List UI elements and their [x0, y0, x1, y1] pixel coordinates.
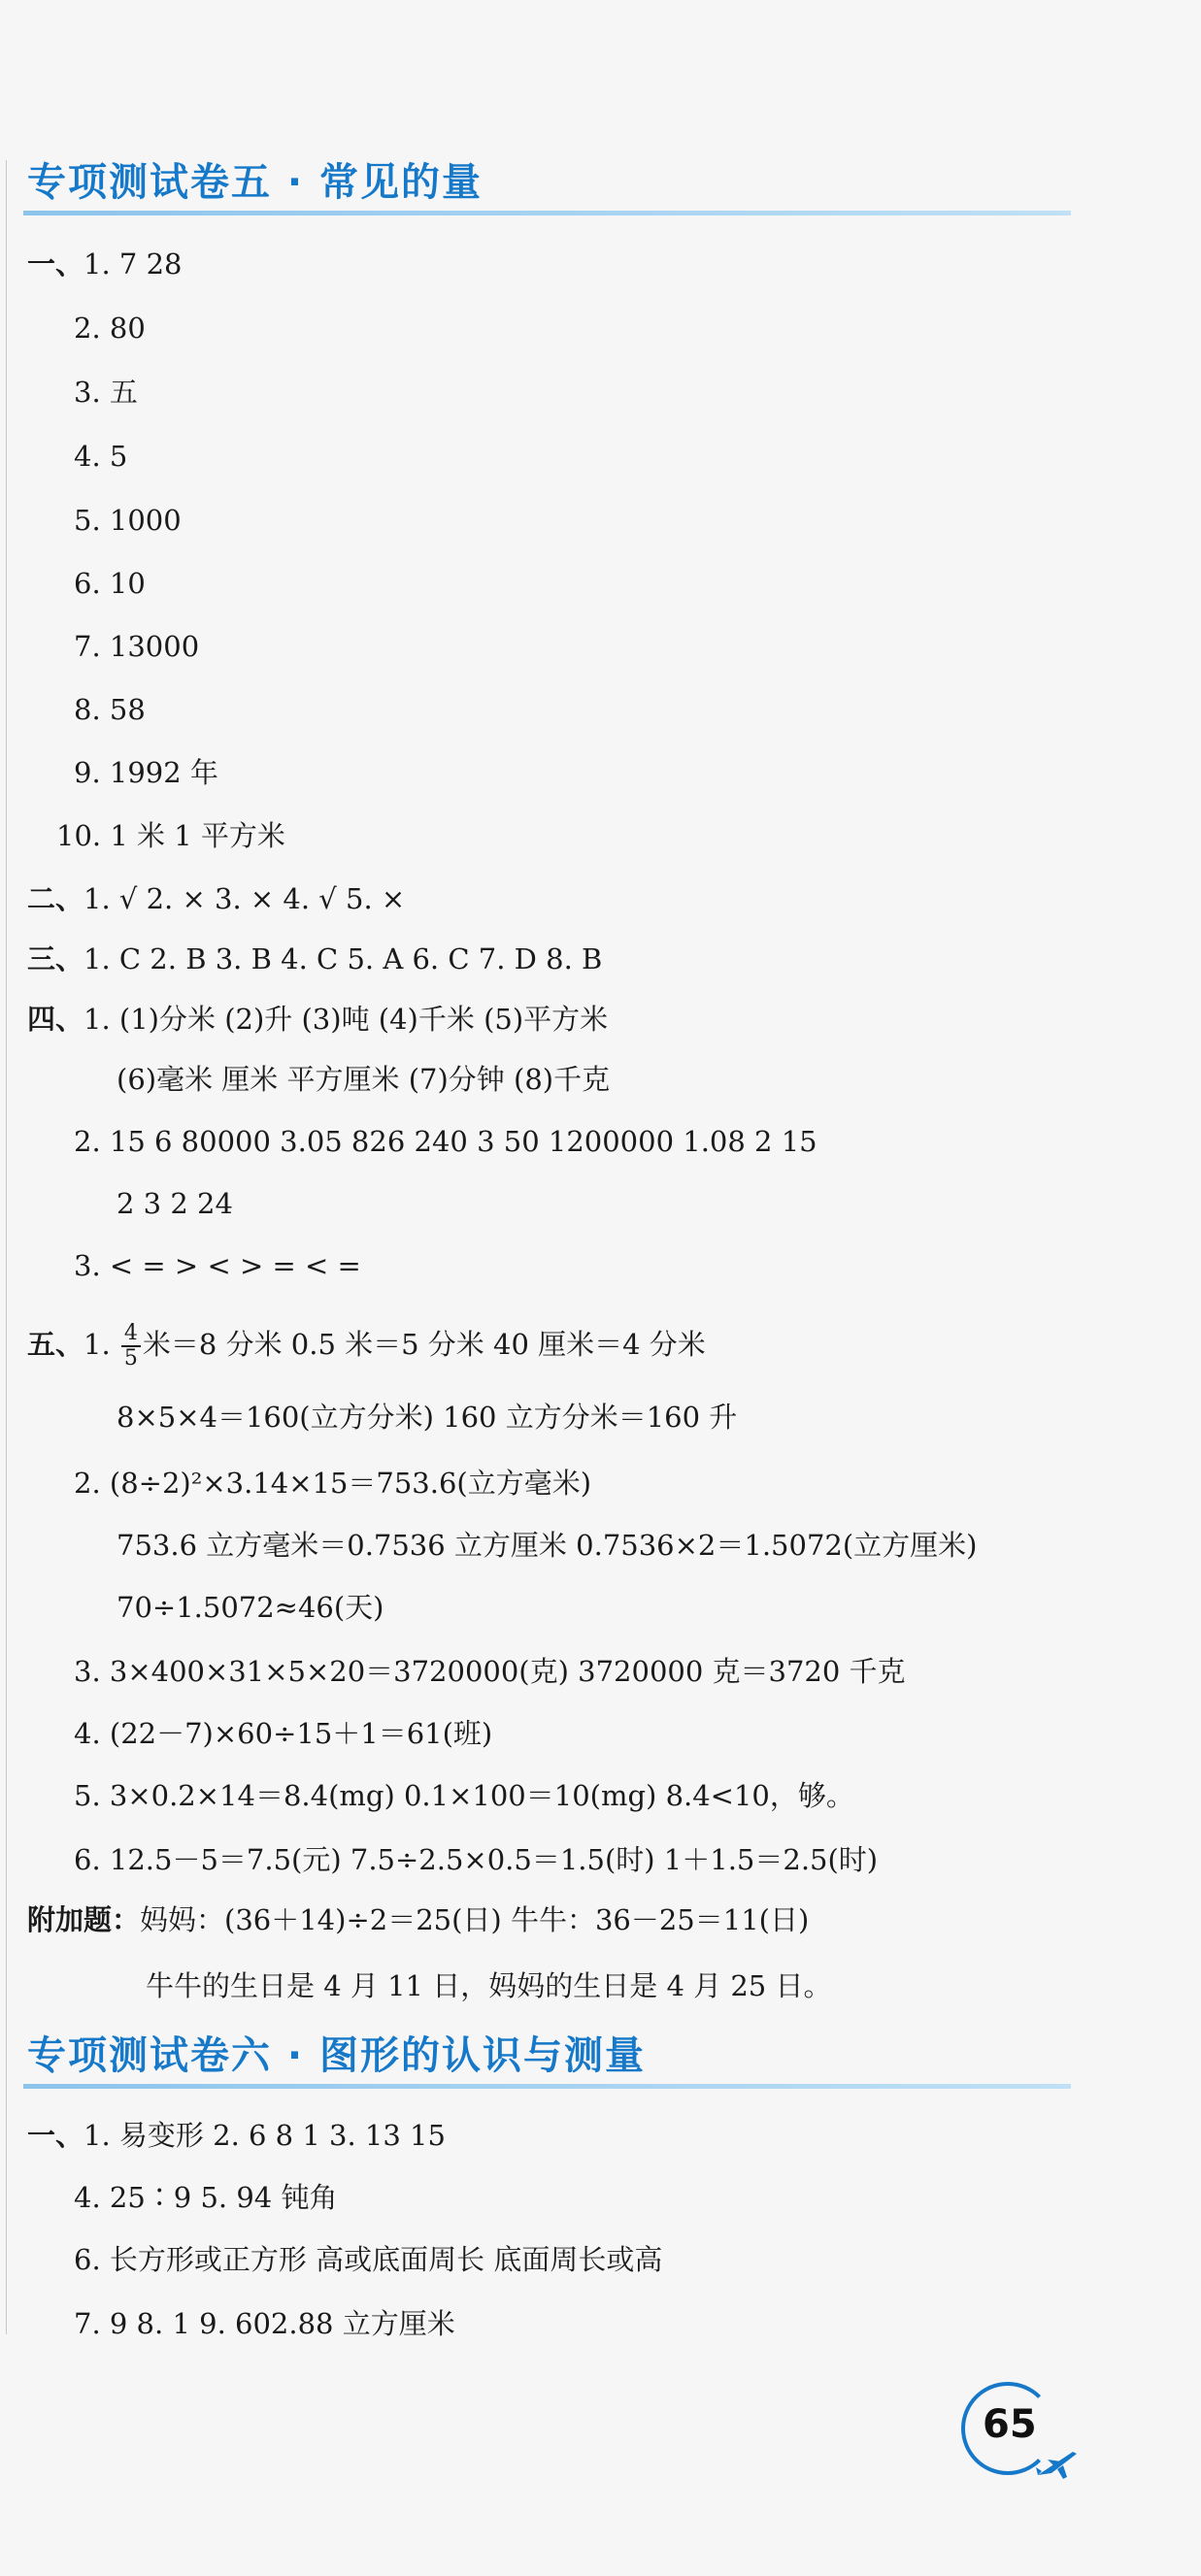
answer-text: 1. (1)分米 (2)升 (3)吨 (4)千米 (5)平方米 [83, 1003, 609, 1036]
answer-text: 妈妈：(36＋14)÷2＝25(日) 牛牛：36－25＝11(日) [140, 1903, 810, 1936]
answer-line [27, 2116, 446, 2155]
answer-line [27, 1900, 809, 1939]
fraction [121, 1322, 141, 1371]
answer-line: 牛牛的生日是 4 月 11 日，妈妈的生日是 4 月 25 日。 [146, 1969, 832, 2002]
answer-line [27, 940, 602, 978]
section-title: 专项测试卷五 · 常见的量 [27, 155, 1071, 210]
answer-line: 70÷1.5072≈46(天) [117, 1591, 384, 1624]
answer-line: 3. < = > < > = < = [74, 1249, 361, 1282]
plane-icon [1034, 2446, 1079, 2481]
answer-text: 米＝8 分米 0.5 米＝5 分米 40 厘米＝4 分米 [142, 1328, 706, 1361]
question-group-label: 一、 [27, 248, 84, 281]
answer-line: 9. 1992 年 [74, 756, 218, 789]
answer-line: 753.6 立方毫米＝0.7536 立方厘米 0.7536×2＝1.5072(立方厘米) [117, 1529, 978, 1562]
answer-line: 2. (8÷2)²×3.14×15＝753.6(立方毫米) [74, 1467, 592, 1500]
answer-number: 1. [83, 1328, 111, 1361]
answer-line: 5. 3×0.2×14＝8.4(mg) 0.1×100＝10(mg) 8.4<10，够。 [74, 1779, 854, 1812]
question-group-label: 五、 [27, 1328, 84, 1361]
question-group-label: 四、 [27, 1003, 84, 1036]
answer-line: 10. 1 米 1 平方米 [56, 819, 285, 852]
answer-text: 1. 易变形 2. 6 8 1 3. 13 15 [83, 2119, 446, 2152]
answer-line: 6. 10 [74, 567, 146, 600]
answer-line: 2. 80 [74, 312, 146, 345]
answer-text: 1. √ 2. × 3. × 4. √ 5. × [83, 882, 406, 915]
answer-line: 6. 12.5－5＝7.5(元) 7.5÷2.5×0.5＝1.5(时) 1＋1.5＝2.5(时) [74, 1843, 879, 1876]
page-number: 65 [983, 2402, 1037, 2447]
answer-line [27, 245, 182, 283]
answer-line: 4. (22－7)×60÷15＋1＝61(班) [74, 1717, 493, 1750]
answer-line [27, 1000, 608, 1039]
answer-line: 2. 15 6 80000 3.05 826 240 3 50 1200000 1.08 2 15 [74, 1125, 817, 1158]
fraction-numerator: 4 [121, 1322, 141, 1347]
question-group-label: 二、 [27, 882, 84, 915]
answer-line [27, 1322, 706, 1371]
margin-line [6, 160, 7, 2334]
answer-text: 1. C 2. B 3. B 4. C 5. A 6. C 7. D 8. B [83, 942, 603, 975]
answer-line: 7. 13000 [74, 630, 200, 663]
answer-line: (6)毫米 厘米 平方厘米 (7)分钟 (8)千克 [117, 1063, 611, 1096]
answer-line: 2 3 2 24 [117, 1187, 233, 1220]
answer-text: 1. 7 28 [83, 248, 183, 281]
answer-line: 4. 25∶9 5. 94 钝角 [74, 2181, 338, 2214]
answer-line: 4. 5 [74, 440, 128, 473]
answer-line: 8×5×4＝160(立方分米) 160 立方分米＝160 升 [117, 1401, 738, 1434]
question-group-label: 一、 [27, 2119, 84, 2152]
answer-line: 7. 9 8. 1 9. 602.88 立方厘米 [74, 2307, 455, 2340]
answer-line: 3. 3×400×31×5×20＝3720000(克) 3720000 克＝3720 千克 [74, 1655, 906, 1688]
answer-line: 5. 1000 [74, 504, 182, 537]
answer-line: 6. 长方形或正方形 高或底面周长 底面周长或高 [74, 2243, 663, 2276]
section-title: 专项测试卷六 · 图形的认识与测量 [27, 2029, 1071, 2083]
answer-line: 3. 五 [74, 376, 138, 409]
fraction-denominator: 5 [123, 1346, 138, 1371]
answer-line: 8. 58 [74, 693, 146, 726]
bonus-question-label: 附加题： [27, 1903, 141, 1936]
answer-line [27, 879, 405, 918]
question-group-label: 三、 [27, 942, 84, 975]
